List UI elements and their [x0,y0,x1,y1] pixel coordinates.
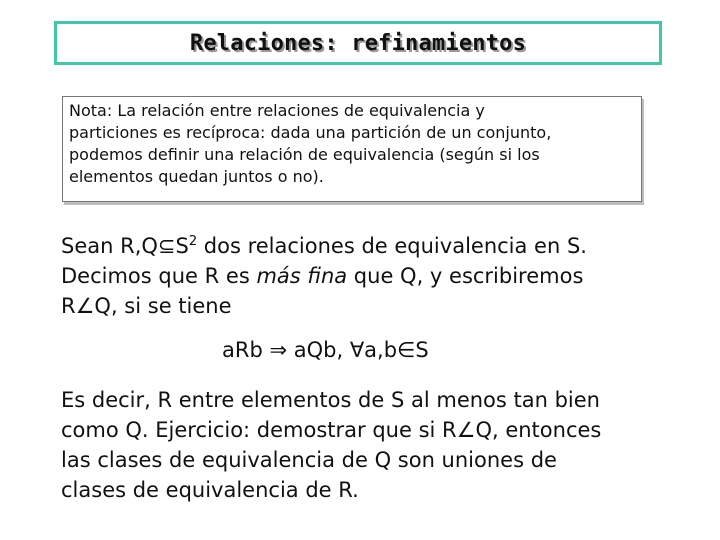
conclusion-line: las clases de equivalencia de Q son uniones de [61,448,557,472]
definition-line-2-prefix: Decimos que R es [61,264,257,288]
note-box [62,96,642,202]
definition-line-1-suffix: dos relaciones de equivalencia en S. [197,234,587,258]
conclusion-line: como Q. Ejercicio: demostrar que si R∠Q, entonces [61,418,602,442]
note-line: Nota: La relación entre relaciones de equivalencia y [69,101,485,120]
emphasized-term: más fina [256,264,348,288]
definition-line-2 [61,261,587,291]
conclusion-line: Es decir, R entre elementos de S al menos tan bien [61,388,600,412]
formula: aRb ⇒ aQb, ∀a,b∈S [222,338,429,362]
note-line: podemos definir una relación de equivalencia (según si los [69,145,540,164]
title-frame [54,21,662,65]
note-line: particiones es recíproca: dada una partición de un conjunto, [69,123,552,142]
superscript-exponent: 2 [188,234,198,249]
definition-line-1 [61,231,587,261]
conclusion-line: clases de equivalencia de R. [61,478,359,502]
definition-line-1-prefix: Sean R,Q⊆S [61,234,189,258]
definition-line-3: R∠Q, si se tiene [61,294,232,318]
note-line: elementos quedan juntos o no). [69,167,324,186]
definition-line-2-suffix: que Q, y escribiremos [347,264,584,288]
slide-title: Relaciones: refinamientos [189,30,527,56]
conclusion-paragraph [61,385,601,505]
definition-paragraph [61,231,587,321]
